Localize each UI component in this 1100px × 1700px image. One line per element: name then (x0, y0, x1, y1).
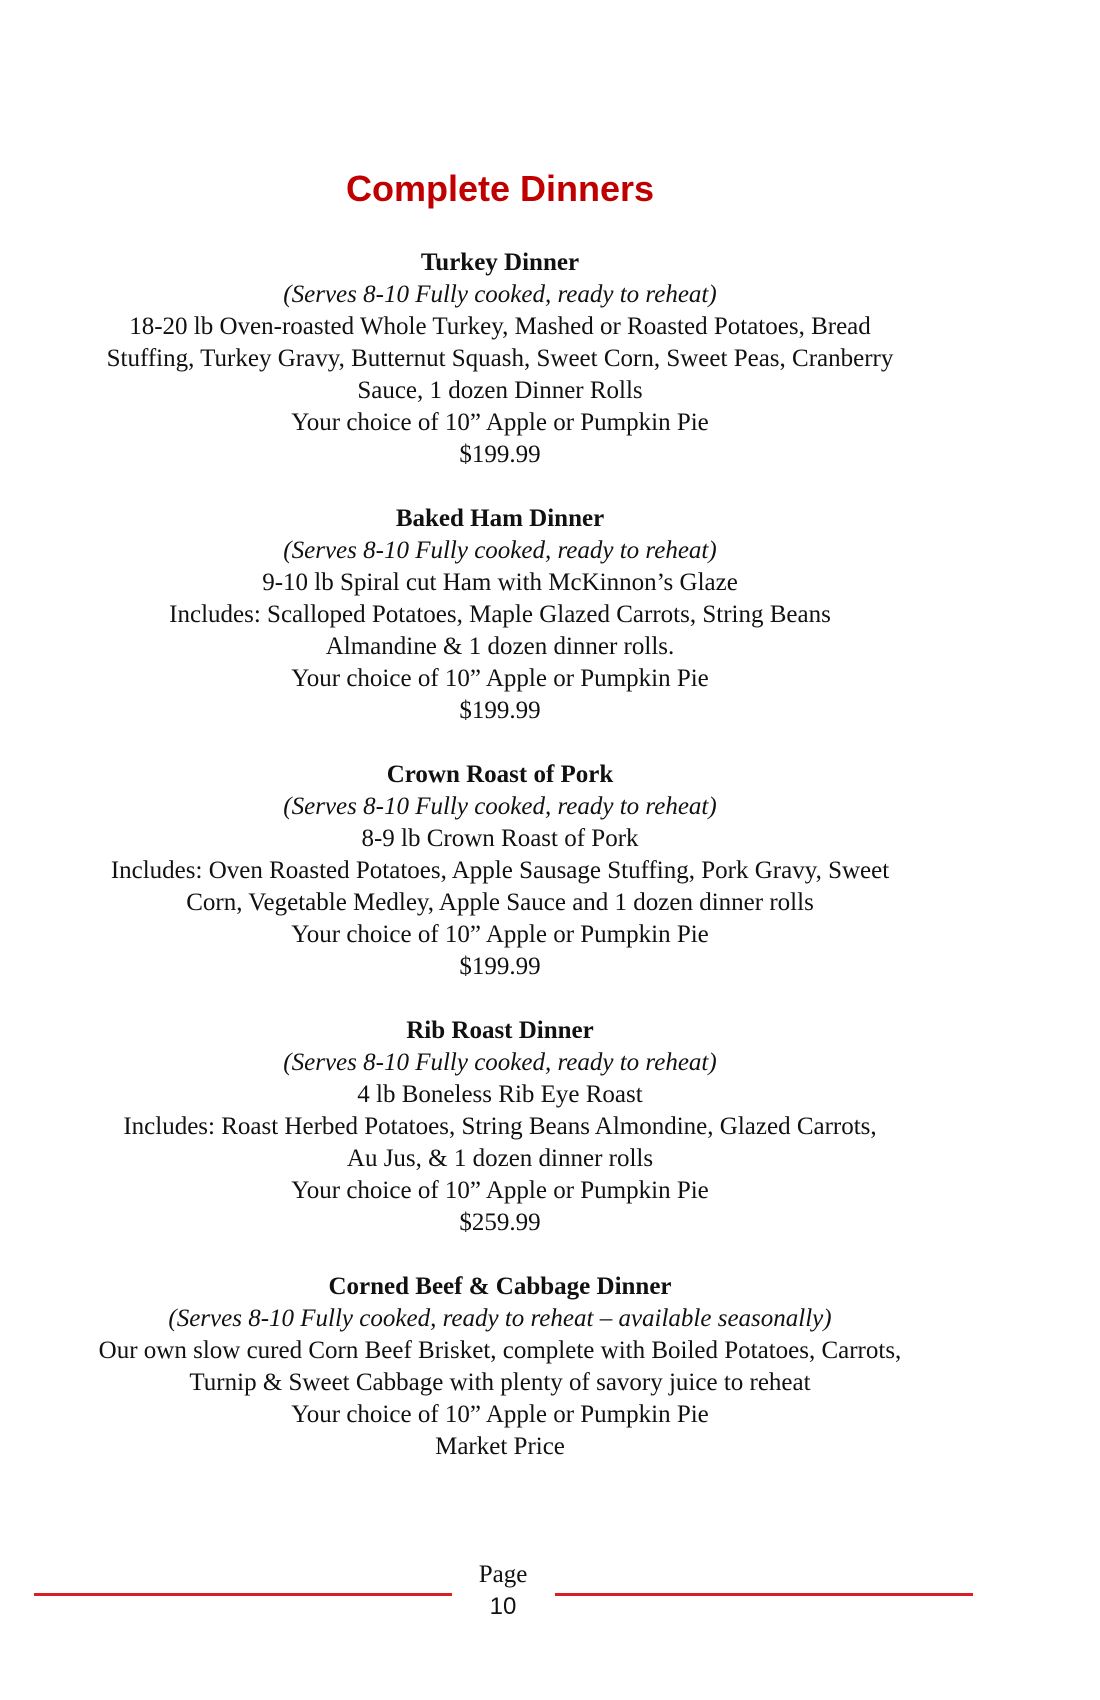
page-number: 10 (489, 1593, 517, 1620)
dinner-description-line: Our own slow cured Corn Beef Brisket, complete with Boiled Potatoes, Carrots, (98, 1337, 902, 1364)
dinner-pie-choice: Your choice of 10” Apple or Pumpkin Pie (291, 409, 709, 436)
dinner-description-line: Stuffing, Turkey Gravy, Butternut Squash, Sweet Corn, Sweet Peas, Cranberry (106, 345, 894, 372)
dinner-name: Baked Ham Dinner (395, 505, 605, 532)
dinner-description-line: Sauce, 1 dozen Dinner Rolls (357, 377, 643, 404)
dinner-serves: (Serves 8-10 Fully cooked, ready to reheat) (283, 1049, 717, 1076)
dinner-description-line: 18-20 lb Oven-roasted Whole Turkey, Mashed or Roasted Potatoes, Bread (129, 313, 871, 340)
dinner-turkey (0, 247, 1000, 471)
dinner-corned-beef-cabbage (0, 1271, 1000, 1463)
dinner-price: $199.99 (459, 441, 541, 468)
footer-rule-left (34, 1593, 452, 1596)
dinner-serves: (Serves 8-10 Fully cooked, ready to reheat) (283, 281, 717, 308)
dinner-price: $199.99 (459, 697, 541, 724)
page-footer (0, 1555, 1100, 1635)
dinner-name: Rib Roast Dinner (406, 1017, 594, 1044)
dinner-description-line: Includes: Scalloped Potatoes, Maple Glazed Carrots, String Beans (169, 601, 831, 628)
dinner-description-line: Almandine & 1 dozen dinner rolls. (325, 633, 675, 660)
dinner-name: Turkey Dinner (420, 249, 580, 276)
dinner-name: Crown Roast of Pork (386, 761, 614, 788)
dinner-price: $199.99 (459, 953, 541, 980)
dinner-serves: (Serves 8-10 Fully cooked, ready to reheat – available seasonally) (168, 1305, 832, 1332)
dinner-pie-choice: Your choice of 10” Apple or Pumpkin Pie (291, 921, 709, 948)
dinner-description-line: 8-9 lb Crown Roast of Pork (361, 825, 639, 852)
footer-rule-right (555, 1593, 973, 1596)
dinner-description-line: Corn, Vegetable Medley, Apple Sauce and 1 dozen dinner rolls (186, 889, 814, 916)
dinner-pie-choice: Your choice of 10” Apple or Pumpkin Pie (291, 665, 709, 692)
dinner-baked-ham (0, 503, 1000, 727)
dinner-menu (0, 247, 1000, 1495)
dinner-pie-choice: Your choice of 10” Apple or Pumpkin Pie (291, 1177, 709, 1204)
dinner-serves: (Serves 8-10 Fully cooked, ready to reheat) (283, 537, 717, 564)
dinner-rib-roast (0, 1015, 1000, 1239)
dinner-description-line: Includes: Roast Herbed Potatoes, String Beans Almondine, Glazed Carrots, (123, 1113, 877, 1140)
dinner-description-line: Turnip & Sweet Cabbage with plenty of savory juice to reheat (189, 1369, 811, 1396)
dinner-serves: (Serves 8-10 Fully cooked, ready to reheat) (283, 793, 717, 820)
dinner-crown-roast-pork (0, 759, 1000, 983)
dinner-name: Corned Beef & Cabbage Dinner (328, 1273, 672, 1300)
dinner-description-line: 4 lb Boneless Rib Eye Roast (357, 1081, 643, 1108)
page-title: Complete Dinners (345, 168, 655, 209)
dinner-price: Market Price (435, 1433, 565, 1460)
dinner-description-line: Au Jus, & 1 dozen dinner rolls (346, 1145, 654, 1172)
dinner-description-line: Includes: Oven Roasted Potatoes, Apple Sausage Stuffing, Pork Gravy, Sweet (110, 857, 890, 884)
dinner-pie-choice: Your choice of 10” Apple or Pumpkin Pie (291, 1401, 709, 1428)
dinner-price: $259.99 (459, 1209, 541, 1236)
page-label: Page (478, 1561, 528, 1588)
dinner-description-line: 9-10 lb Spiral cut Ham with McKinnon’s Glaze (262, 569, 738, 596)
